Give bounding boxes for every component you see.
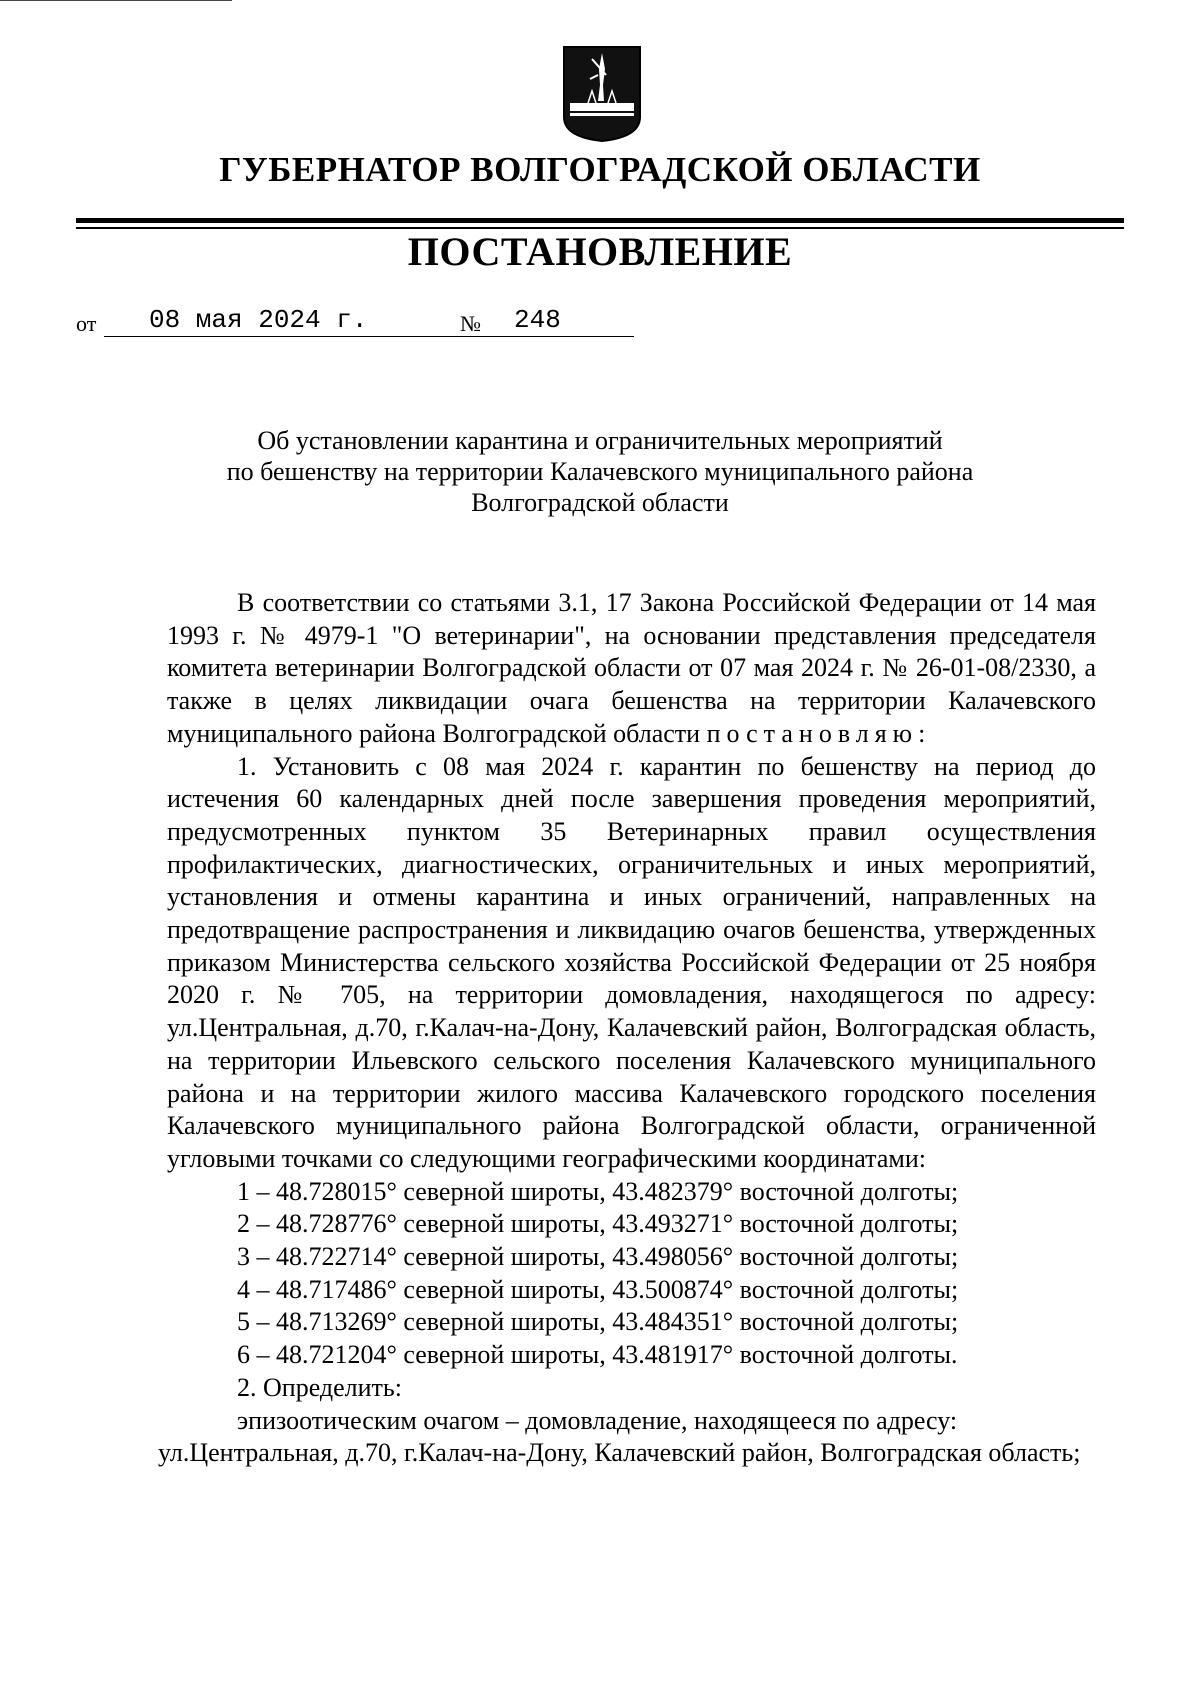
document-body: [158, 587, 1096, 1470]
document-title: [150, 425, 1050, 518]
coordinate-point: 5 – 48.713269° северной широты, 43.484351° восточной долготы;: [237, 1307, 959, 1337]
item-2-text: эпизоотическим очагом – домовладение, находящееся по адресу:: [237, 1405, 958, 1435]
date-prefix: от: [76, 311, 97, 336]
coordinate-point: 4 – 48.717486° северной широты, 43.500874° восточной долготы;: [237, 1274, 959, 1304]
coat-of-arms-icon: [562, 45, 642, 143]
title-line: по бешенству на территории Калачевского муниципального района: [226, 457, 974, 486]
issuing-authority: ГУБЕРНАТОР ВОЛГОГРАДСКОЙ ОБЛАСТИ: [219, 150, 981, 189]
number-prefix: №: [460, 311, 481, 336]
item-2-heading: 2. Определить:: [237, 1372, 402, 1402]
resolve-word: постановляю:: [706, 718, 932, 748]
header-rule-thick: [76, 218, 1124, 223]
coordinate-point: 1 – 48.728015° северной широты, 43.482379° восточной долготы;: [237, 1176, 959, 1206]
preamble-text: В соответствии со статьями 3.1, 17 Закона Российской Федерации от 14 мая 1993 г. № 4979-1 "О ветеринарии", на основании представления председателя комитета ветеринарии Волгоградской области от 07 мая 2024 г. № 26-01-08/2330, а также в целях ликвидации очага бешенства на территории Калачевского муниципального района Волгоградской области: [167, 588, 1096, 748]
document-number: 248: [514, 305, 561, 335]
title-line: Об установлении карантина и ограничительных мероприятий: [257, 426, 943, 455]
document-type: ПОСТАНОВЛЕНИЕ: [407, 229, 793, 274]
document-reference: [76, 303, 776, 343]
title-line: Волгоградской области: [471, 488, 729, 517]
document-number-field: [490, 304, 634, 337]
coordinate-point: 6 – 48.721204° северной широты, 43.481917° восточной долготы.: [237, 1340, 958, 1370]
preamble-paragraph: [167, 587, 1096, 751]
coordinate-point: 3 – 48.722714° северной широты, 43.498056° восточной долготы;: [237, 1242, 959, 1272]
document-date: 08 мая 2024 г.: [149, 305, 368, 335]
item-1-paragraph: 1. Установить с 08 мая 2024 г. карантин по бешенству на период до истечения 60 календарных дней после завершения проведения мероприятий, предусмотренных пунктом 35 Ветеринарных правил осуществления профилактических, диагностических, ограничительных и иных мероприятий, установления и отмены карантина и иных ограничений, направленных на предотвращение распространения и ликвидацию очагов бешенства, утвержденных приказом Министерства сельского хозяйства Российской Федерации от 25 ноября 2020 г. № 705, на территории домовладения, находящегося по адресу: ул.Центральная, д.70, г.Калач-на-Дону, Калачевский район, Волгоградская область, на территории Ильевского сельского поселения Калачевского муниципального района и на территории жилого массива Калачевского городского поселения Калачевского муниципального района Волгоградской области, ограниченной угловыми точками со следующими географическими координатами:: [167, 751, 1096, 1173]
coordinate-point: 2 – 48.728776° северной широты, 43.493271° восточной долготы;: [237, 1209, 959, 1239]
scan-edge-mark: [0, 0, 232, 1]
item-2-address: ул.Центральная, д.70, г.Калач-на-Дону, Калачевский район, Волгоградская область;: [158, 1438, 1081, 1468]
